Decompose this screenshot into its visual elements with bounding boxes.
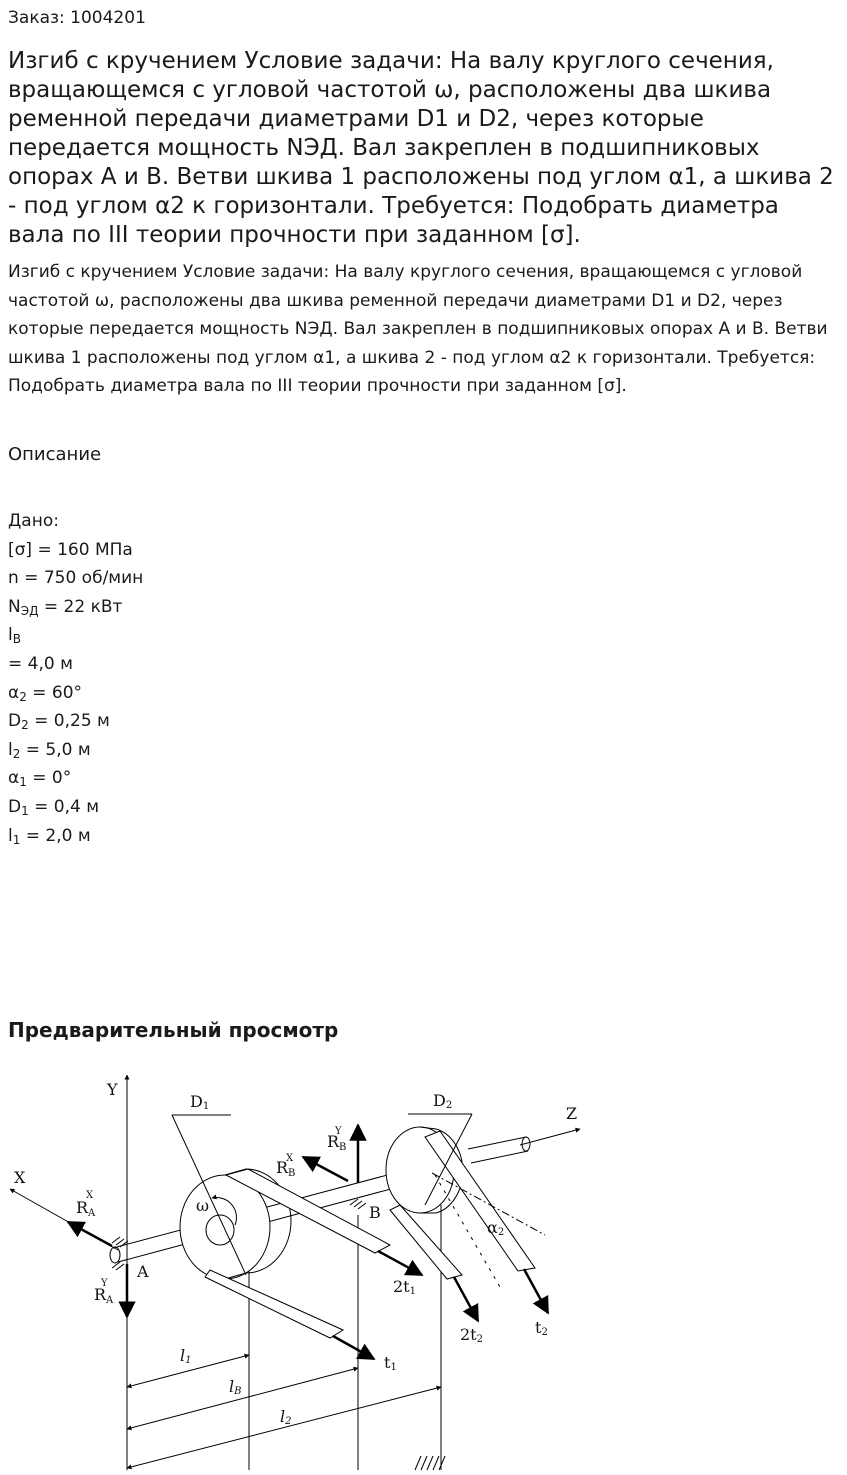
force-2t2 xyxy=(454,1277,478,1321)
label-z: Z xyxy=(566,1104,578,1123)
label-t1: t1 xyxy=(384,1353,397,1373)
given-lb-value: = 4,0 м xyxy=(8,653,73,674)
label-d1: D1 xyxy=(190,1092,210,1112)
given-data-list xyxy=(8,507,143,850)
label-alpha2: α2 xyxy=(487,1218,505,1238)
task-description: Изгиб с кручением Условие задачи: На валу круглого сечения, вращающемся с угловой частотой ω, расположены два шкива ременной передачи диаметрами D1 и D2, через которые передается мощность NЭД. Вал закреплен в подшипниковых опорах А и В. Ветви шкива 1 расположены под углом α1, а шкива 2 - под углом α2 к горизонтали. Требуется: Подобрать диаметра вала по III теории прочности при заданном [σ]. xyxy=(8,262,828,397)
label-rb-x: RB xyxy=(276,1158,296,1179)
label-ra-y-sup: Y xyxy=(101,1278,108,1289)
page-title: Изгиб с кручением Условие задачи: На валу круглого сечения, вращающемся с угловой частотой ω, расположены два шкива ременной передачи диаметрами D1 и D2, через которые передается мощность NЭД. Вал закреплен в подшипниковых опорах А и В. Ветви шкива 1 расположены под углом α1, а шкива 2 - под углом α2 к горизонтали. Требуется: Подобрать диаметра вала по III теории прочности при заданном [σ]. xyxy=(8,48,834,248)
label-b: B xyxy=(369,1203,381,1222)
label-ra-x: RA xyxy=(76,1198,96,1219)
given-l1: $l_1 = 2,0$ м xyxy=(8,825,91,847)
order-number: Заказ: 1004201 xyxy=(8,8,146,28)
description-section-label: Описание xyxy=(8,444,102,465)
given-alpha2: $\alpha_2 = 60^\circ$ xyxy=(8,682,83,704)
given-d2: $D_2 = 0,25$ м xyxy=(8,711,110,733)
preview-heading: Предварительный просмотр xyxy=(8,1018,339,1042)
label-d2: D2 xyxy=(433,1091,453,1111)
label-2t1: 2t1 xyxy=(393,1277,416,1297)
z-axis xyxy=(520,1129,580,1145)
shaft-diagram xyxy=(0,1065,600,1475)
given-sigma: [σ] = 160 МПа xyxy=(8,539,133,560)
label-t2: t2 xyxy=(535,1318,548,1338)
force-t1 xyxy=(333,1336,374,1359)
label-y: Y xyxy=(107,1080,118,1099)
label-ra-y: RA xyxy=(94,1285,114,1306)
given-n: n = 750 об/мин xyxy=(8,568,144,589)
force-2t1 xyxy=(378,1251,422,1275)
given-power: $N_{ЭД} = 22$ кВт xyxy=(8,596,123,618)
label-rb-y-sup: Y xyxy=(335,1126,342,1137)
label-x: X xyxy=(14,1168,26,1187)
label-omega: ω xyxy=(196,1196,210,1215)
label-a: A xyxy=(137,1262,149,1281)
force-ra-x xyxy=(68,1222,112,1246)
given-alpha1: $\alpha_1 = 0^\circ$ xyxy=(8,768,72,790)
label-2t2: 2t2 xyxy=(460,1325,483,1345)
force-t2 xyxy=(524,1269,548,1313)
given-d1: $D_1 = 0,4$ м xyxy=(8,796,100,818)
given-lb-name: $l_B$ xyxy=(8,625,21,647)
given-header: Дано: xyxy=(8,511,59,531)
label-ra-x-sup: X xyxy=(86,1190,94,1201)
label-l2: l2 xyxy=(280,1407,292,1427)
label-lb: lB xyxy=(229,1377,242,1397)
label-l1: l1 xyxy=(180,1346,192,1366)
given-l2: $l_2 = 5,0$ м xyxy=(8,739,91,761)
force-rb-x xyxy=(303,1157,348,1181)
label-rb-x-sup: X xyxy=(286,1153,294,1164)
label-rb-y: RB xyxy=(327,1132,347,1153)
